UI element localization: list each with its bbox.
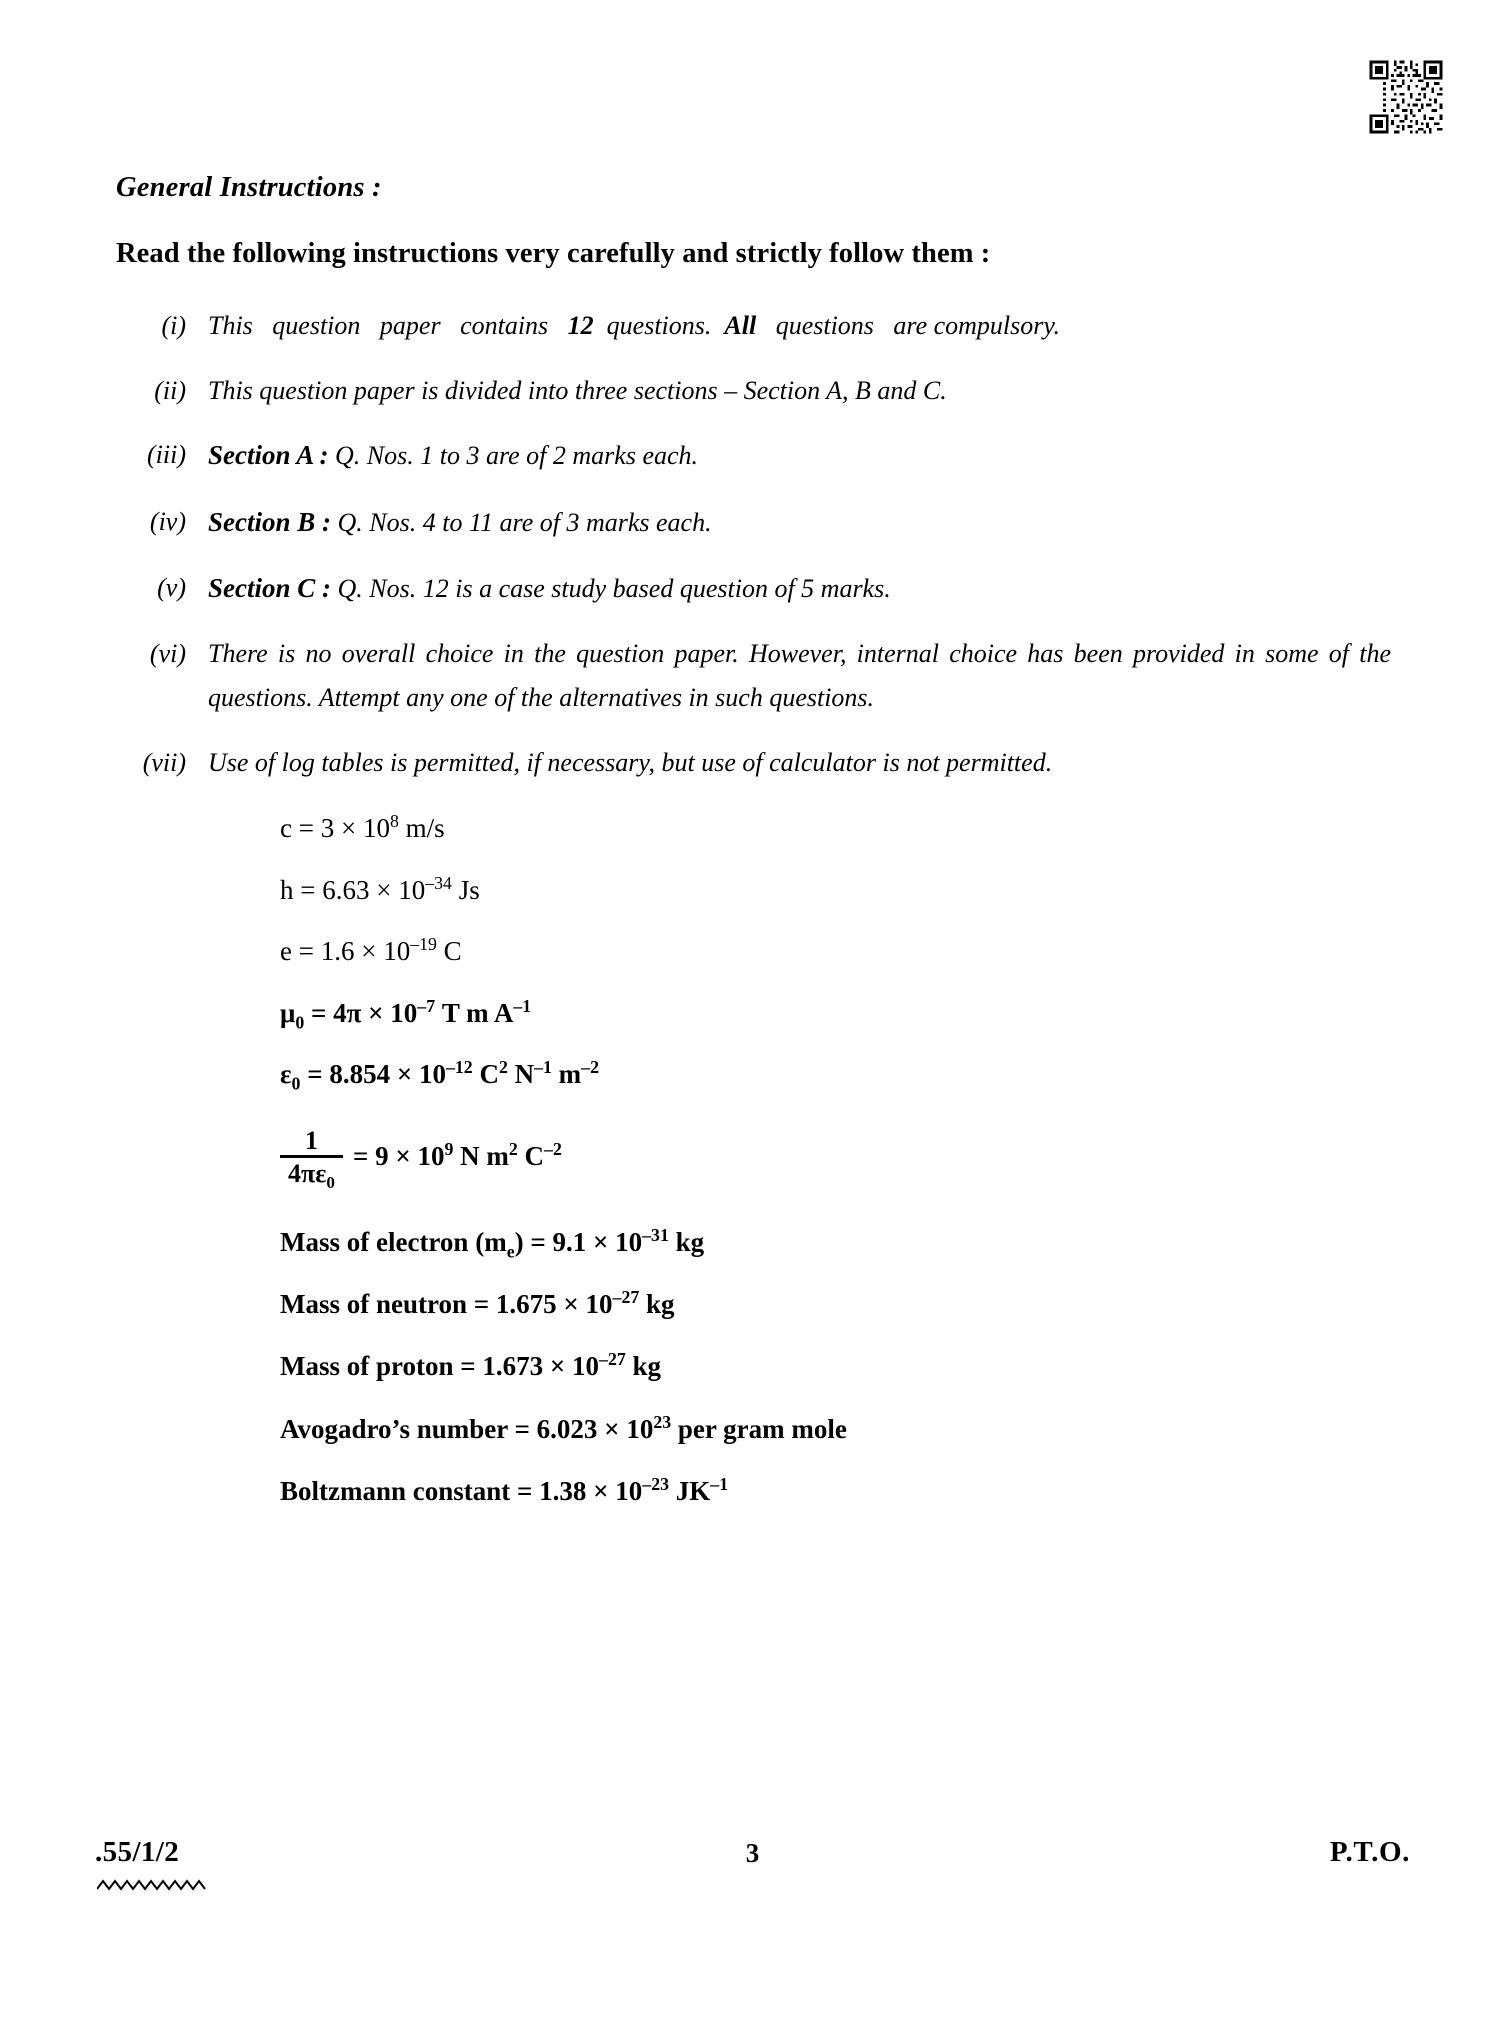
constant-mantissa: 6.023 bbox=[536, 1413, 598, 1444]
instruction-text: There is no overall choice in the question paper. However, internal choice has been provided in some of the questions. Attempt any one of the alternatives in such questions. bbox=[208, 639, 1391, 713]
instruction-item-vi bbox=[116, 632, 1391, 719]
instruction-item-ii bbox=[116, 369, 1391, 413]
constant-base: 10 bbox=[626, 1413, 654, 1444]
instruction-item-vii bbox=[116, 741, 1391, 785]
constant-mantissa: 9 bbox=[375, 1141, 389, 1172]
times-sign: × bbox=[376, 874, 392, 905]
constant-unit-c-exponent: –2 bbox=[544, 1139, 562, 1160]
instruction-marker: (v) bbox=[157, 573, 186, 603]
constant-unit: m/s bbox=[405, 813, 445, 844]
constant-exponent: 23 bbox=[653, 1411, 672, 1432]
times-sign: × bbox=[604, 1413, 620, 1444]
constant-mantissa: 1.38 bbox=[539, 1475, 587, 1506]
constant-mantissa: 1.6 bbox=[320, 936, 355, 967]
constant-symbol: h bbox=[280, 874, 294, 905]
times-sign: × bbox=[395, 1141, 411, 1172]
constant-mantissa: 3 bbox=[320, 813, 335, 844]
qr-code-icon bbox=[1367, 58, 1445, 136]
instruction-item-i bbox=[116, 304, 1391, 348]
times-sign: × bbox=[563, 1289, 579, 1320]
instructions-list bbox=[116, 304, 1391, 784]
boltzmann-label: Boltzmann constant = bbox=[280, 1475, 540, 1506]
times-sign: × bbox=[368, 997, 384, 1028]
instruction-text bbox=[208, 566, 1391, 611]
times-sign: × bbox=[340, 813, 357, 844]
constant-unit-m-exponent: –2 bbox=[581, 1057, 599, 1078]
constant-mantissa: 9.1 bbox=[552, 1227, 587, 1258]
equals-sign: = bbox=[352, 1141, 369, 1172]
constant-exponent: 8 bbox=[389, 811, 399, 832]
constant-symbol: μ bbox=[280, 997, 296, 1028]
instruction-marker: (iii) bbox=[147, 440, 186, 470]
constant-avogadro bbox=[280, 1412, 1391, 1447]
constant-mass-proton bbox=[280, 1349, 1391, 1384]
mass-proton-label: Mass of proton = bbox=[280, 1351, 483, 1382]
constant-unit: kg bbox=[632, 1351, 662, 1382]
constant-unit: JK bbox=[675, 1475, 711, 1506]
mass-electron-label-post: ) = bbox=[514, 1227, 553, 1258]
instruction-text: This question paper is divided into three sections – Section A, B and C. bbox=[208, 375, 947, 405]
instruction-text: This question paper contains 12 questions. All questions are compulsory. bbox=[208, 311, 1061, 340]
instruction-marker: (i) bbox=[161, 311, 186, 340]
instruction-marker: (vi) bbox=[149, 639, 186, 669]
constant-coulomb bbox=[280, 1125, 1391, 1193]
constant-symbol: ε bbox=[280, 1059, 292, 1090]
equals-sign: = bbox=[307, 1059, 323, 1090]
constant-mantissa: 1.675 bbox=[495, 1289, 557, 1320]
constant-unit-c: C bbox=[524, 1141, 545, 1172]
equals-sign: = bbox=[310, 997, 327, 1028]
constant-exponent: –23 bbox=[642, 1473, 670, 1494]
constant-unit: per gram mole bbox=[677, 1413, 847, 1444]
instructions-content bbox=[116, 172, 1391, 1536]
section-a-label: Section A : bbox=[208, 440, 329, 471]
constant-mantissa: 4π bbox=[333, 997, 362, 1028]
constant-exponent: –7 bbox=[417, 995, 436, 1016]
section-a-detail: Q. Nos. 1 to 3 are of 2 marks each. bbox=[335, 441, 699, 471]
constant-exponent: 9 bbox=[444, 1139, 454, 1160]
squiggle-underline-icon bbox=[97, 1878, 227, 1892]
constant-unit-exponent: –1 bbox=[513, 995, 532, 1016]
general-instructions-heading: General Instructions : bbox=[116, 172, 382, 203]
instruction-marker: (iv) bbox=[149, 506, 186, 536]
section-c-label: Section C : bbox=[208, 573, 332, 604]
constant-mantissa: 1.673 bbox=[482, 1351, 544, 1382]
constant-base: 10 bbox=[418, 1059, 446, 1090]
constant-permittivity bbox=[280, 1056, 1391, 1092]
equals-sign: = bbox=[300, 874, 316, 905]
equals-sign: = bbox=[298, 813, 314, 844]
constant-unit: C bbox=[443, 936, 462, 967]
avogadro-label: Avogadro’s number = bbox=[280, 1413, 537, 1444]
fraction bbox=[280, 1125, 343, 1193]
times-sign: × bbox=[396, 1059, 413, 1090]
constant-base: 10 bbox=[398, 874, 426, 905]
constant-permeability bbox=[280, 995, 1391, 1031]
fraction-denominator-text: 4πε bbox=[288, 1158, 327, 1188]
constant-exponent: –27 bbox=[599, 1349, 626, 1370]
constant-subscript: 0 bbox=[291, 1073, 301, 1094]
constant-symbol: e bbox=[280, 936, 292, 967]
constant-base: 10 bbox=[572, 1351, 600, 1382]
constant-boltzmann bbox=[280, 1474, 1391, 1509]
fraction-numerator: 1 bbox=[304, 1125, 318, 1155]
instruction-item-v bbox=[116, 566, 1391, 611]
constant-exponent: –34 bbox=[425, 872, 452, 893]
constant-base: 10 bbox=[615, 1475, 643, 1506]
constant-exponent: –12 bbox=[445, 1057, 473, 1078]
constant-unit-c-exponent: 2 bbox=[498, 1057, 508, 1078]
constant-unit-nm: N m bbox=[460, 1141, 509, 1172]
page-footer bbox=[95, 1836, 1410, 1882]
constant-mantissa: 6.63 bbox=[322, 874, 370, 905]
equals-sign: = bbox=[298, 936, 314, 967]
instruction-marker: (ii) bbox=[154, 375, 186, 405]
constant-unit: kg bbox=[646, 1289, 675, 1320]
instruction-text bbox=[208, 500, 1391, 545]
page-number: 3 bbox=[745, 1838, 760, 1868]
constant-speed-of-light bbox=[280, 810, 1391, 846]
read-instructions-line: Read the following instructions very carefully and strictly follow them : bbox=[116, 238, 991, 269]
fraction-denominator-subscript: 0 bbox=[326, 1173, 335, 1193]
constant-base: 10 bbox=[615, 1227, 643, 1258]
constant-unit: Js bbox=[458, 874, 480, 905]
constant-symbol: c bbox=[280, 813, 292, 844]
instruction-text: Use of log tables is permitted, if necessary, but use of calculator is not permitted. bbox=[208, 747, 1053, 777]
constant-base: 10 bbox=[390, 997, 418, 1028]
constant-base: 10 bbox=[383, 936, 411, 967]
physical-constants-list bbox=[280, 810, 1391, 1508]
constant-subscript: 0 bbox=[295, 1012, 305, 1033]
constant-unit: kg bbox=[675, 1227, 705, 1258]
constant-exponent: –27 bbox=[612, 1287, 640, 1308]
mass-electron-label: Mass of electron (m bbox=[280, 1227, 507, 1258]
instruction-item-iii bbox=[116, 433, 1391, 478]
constant-unit-c: C bbox=[479, 1059, 499, 1090]
instruction-marker: (vii) bbox=[142, 747, 186, 777]
times-sign: × bbox=[549, 1351, 566, 1382]
section-b-detail: Q. Nos. 4 to 11 are of 3 marks each. bbox=[337, 507, 712, 537]
constant-base: 10 bbox=[585, 1289, 613, 1320]
constant-planck bbox=[280, 872, 1391, 908]
constant-mantissa: 8.854 bbox=[329, 1059, 391, 1090]
times-sign: × bbox=[361, 936, 377, 967]
constant-mass-neutron bbox=[280, 1287, 1391, 1322]
constant-exponent: –31 bbox=[642, 1225, 669, 1246]
instruction-text bbox=[208, 433, 1391, 478]
constant-exponent: –19 bbox=[410, 934, 437, 955]
mass-electron-subscript: e bbox=[506, 1241, 515, 1262]
constant-unit-nm-exponent: 2 bbox=[508, 1139, 518, 1160]
coulomb-rhs bbox=[349, 1141, 562, 1172]
constant-unit: T m A bbox=[441, 997, 514, 1028]
section-b-label: Section B : bbox=[208, 506, 332, 537]
constant-unit-n-exponent: –1 bbox=[534, 1057, 552, 1078]
constant-unit-n: N bbox=[514, 1059, 535, 1090]
fraction-denominator bbox=[280, 1158, 343, 1193]
section-c-detail: Q. Nos. 12 is a case study based question of 5 marks. bbox=[337, 574, 891, 604]
pto-label: P.T.O. bbox=[1329, 1836, 1410, 1868]
times-sign: × bbox=[593, 1475, 609, 1506]
times-sign: × bbox=[592, 1227, 609, 1258]
paper-code: .55/1/2 bbox=[95, 1836, 180, 1868]
constant-unit-exponent: –1 bbox=[710, 1473, 729, 1494]
constant-base: 10 bbox=[362, 813, 390, 844]
constant-base: 10 bbox=[417, 1141, 445, 1172]
constant-mass-electron bbox=[280, 1225, 1391, 1260]
mass-neutron-label: Mass of neutron = bbox=[280, 1289, 496, 1320]
constant-unit-m: m bbox=[558, 1059, 582, 1090]
instruction-item-iv bbox=[116, 500, 1391, 545]
constant-electron-charge bbox=[280, 933, 1391, 969]
